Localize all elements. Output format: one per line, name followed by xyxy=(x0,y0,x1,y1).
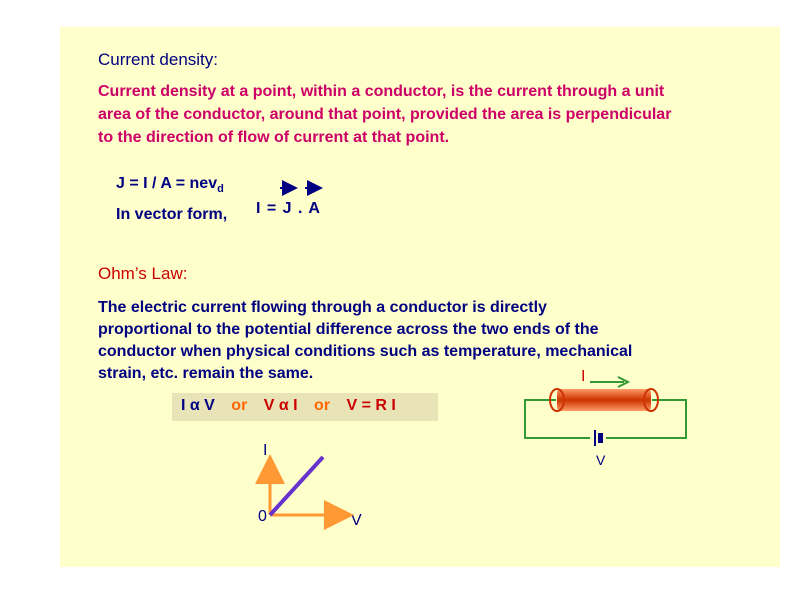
definition-line-1: Current density at a point, within a conductor, is the current through a unit xyxy=(98,83,665,100)
ohm-statement-line-1: The electric current flowing through a conductor is directly xyxy=(98,299,547,316)
ohm-statement-line-3: conductor when physical conditions such as temperature, mechanical xyxy=(98,343,633,360)
definition-line-3: to the direction of flow of current at that point. xyxy=(98,129,450,146)
battery-plate-short xyxy=(598,433,603,443)
ohms-law-title: Ohm’s Law: xyxy=(98,264,188,283)
iv-graph xyxy=(270,457,345,515)
relation-i-alpha-v: I α V xyxy=(181,397,215,414)
ohm-statement-line-2: proportional to the potential difference across the two ends of the xyxy=(98,321,599,338)
vector-form-formula: I = J . A xyxy=(256,200,321,217)
circuit-voltage-label: V xyxy=(596,452,606,468)
graph-iv-line xyxy=(270,457,323,515)
definition-line-2: area of the conductor, around that point, provided the area is perpendicular xyxy=(98,106,672,123)
circuit-current-label: I xyxy=(581,368,586,385)
graph-y-label: I xyxy=(263,442,268,459)
ohm-statement-line-4: strain, etc. remain the same. xyxy=(98,365,314,382)
graph-x-label: V xyxy=(351,512,362,529)
relation-or-1: or xyxy=(231,397,248,414)
current-density-title: Current density: xyxy=(98,50,218,69)
circuit-diagram xyxy=(525,377,686,446)
relation-v-alpha-i: V α I xyxy=(263,397,298,414)
vector-form-label: In vector form, xyxy=(116,206,228,223)
relation-or-2: or xyxy=(314,397,331,414)
graph-origin-label: 0 xyxy=(258,508,267,525)
formula-subscript: d xyxy=(217,183,224,196)
formula-main: J = I / A = nev xyxy=(116,175,218,192)
relation-v-equals-ri: V = R I xyxy=(346,397,396,414)
conductor-rod xyxy=(557,389,651,411)
